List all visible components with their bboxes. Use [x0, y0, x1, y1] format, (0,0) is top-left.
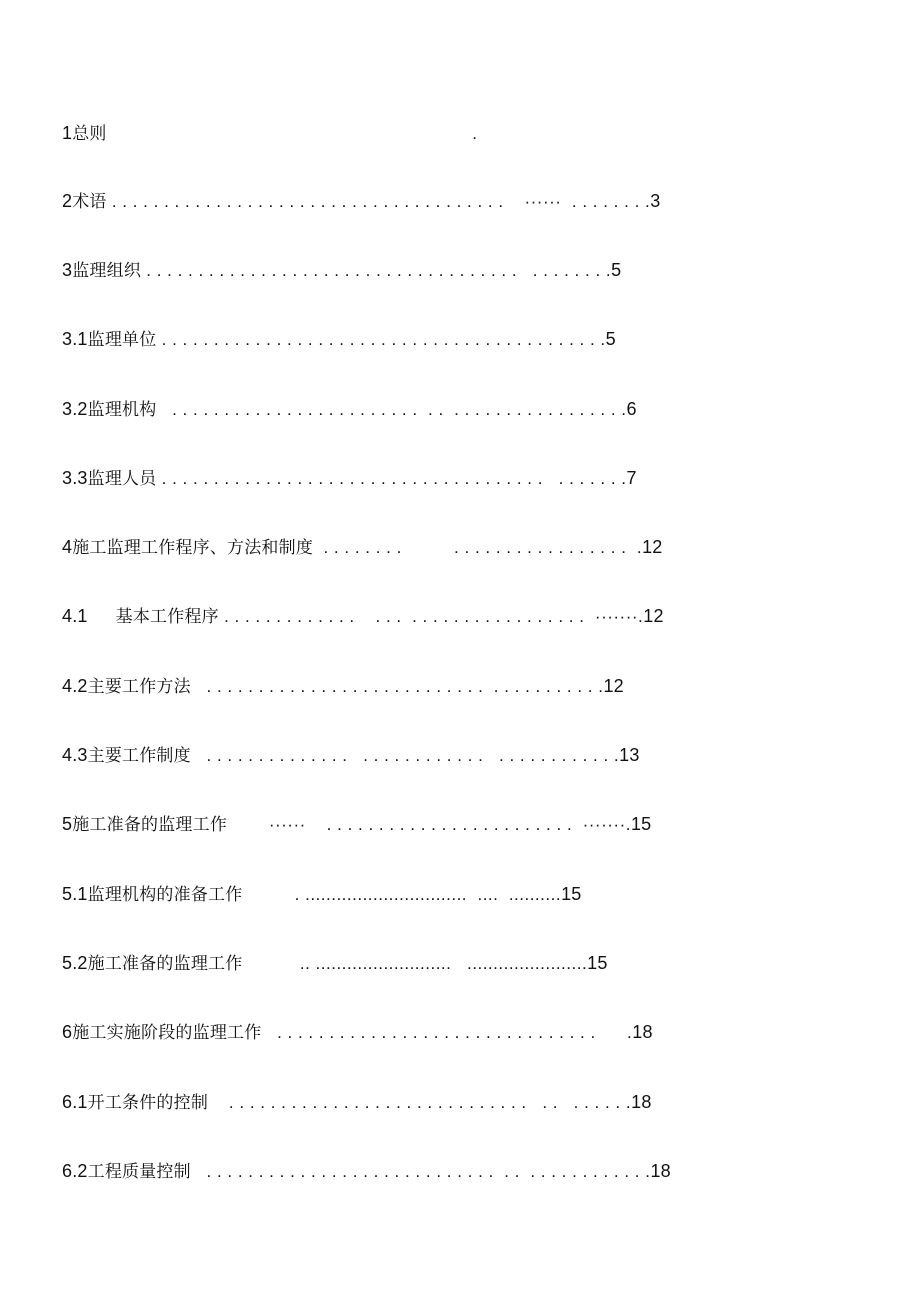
- toc-number: 6.1: [62, 1092, 88, 1112]
- toc-leader: . . . . . . . . . . . . . . . . . . . . . . . . . . . . . . . . . . . . . .: [190, 677, 604, 696]
- toc-leader: . . . . . . . . . . . . . . . . . . . . . . . . . . . . . . . . . . . . . . . . . . .: [156, 400, 627, 419]
- toc-title: 开工条件的控制: [87, 1093, 209, 1113]
- toc-leader: . . . . . . . . . . . . . . . . . . . . . . . . . . . . . . . .: [261, 1023, 633, 1042]
- toc-number: 1: [62, 123, 73, 143]
- toc-title: 施工实施阶段的监理工作: [72, 1023, 262, 1043]
- toc-leader: . . . . . . . . . . . . . . . . . . . . . . . . . . . . . . . . . . . . . .: [190, 746, 620, 765]
- toc-leader: .. .......................... .......................: [242, 954, 588, 973]
- toc-leader: ······ . . . . . . . . . . . . . . . . . . . . . . . . ·······.: [227, 815, 631, 834]
- toc-leader: . . . . . . . . . . . . . . . . . . . . . . . . . . . . . . . . . . . . .: [208, 1093, 632, 1112]
- toc-title: 监理机构的准备工作: [87, 885, 243, 905]
- toc-title: 基本工作程序: [87, 607, 219, 627]
- toc-number: 3.2: [62, 399, 88, 419]
- toc-entry: [62, 1021, 653, 1044]
- toc-number: 6.2: [62, 1161, 88, 1181]
- toc-title: 主要工作方法: [87, 677, 191, 697]
- toc-page-number: 12: [642, 537, 663, 557]
- toc-entry: [62, 398, 637, 421]
- toc-number: 4.1: [62, 606, 88, 626]
- toc-leader: . . . . . . . . . . . . . . . . . . . . . . . . . .: [313, 538, 643, 557]
- toc-number: 5.2: [62, 953, 88, 973]
- toc-page-number: 3: [650, 191, 661, 211]
- toc-number: 5: [62, 814, 73, 834]
- toc-entry: [62, 813, 651, 836]
- toc-title: 施工准备的监理工作: [87, 954, 243, 974]
- toc-title: 监理人员: [87, 469, 157, 489]
- toc-page-number: 12: [603, 676, 624, 696]
- toc-entry: [62, 605, 664, 628]
- toc-number: 2: [62, 191, 73, 211]
- toc-page-number: 5: [611, 260, 622, 280]
- toc-leader: . . . . . . . . . . . . . . . . . . . . . . . . . . . . . . . . . . . . . . . . . .: [190, 1162, 651, 1181]
- toc-entry: [62, 259, 621, 282]
- toc-page-number: 7: [626, 468, 637, 488]
- toc-number: 6: [62, 1022, 73, 1042]
- toc-entry: [62, 1091, 652, 1114]
- toc-entry: [62, 536, 663, 559]
- toc-title: 监理组织: [72, 261, 142, 281]
- toc-number: 5.1: [62, 884, 88, 904]
- toc-entry: [62, 328, 616, 351]
- toc-title: 工程质量控制: [87, 1162, 191, 1182]
- toc-leader: . . . . . . . . . . . . . . . . . . . . . . . . . . . . . . . . . . . . . . . . . . . .: [156, 469, 627, 488]
- toc-number: 4.2: [62, 676, 88, 696]
- toc-title: 施工准备的监理工作: [72, 815, 228, 835]
- toc-number: 3.1: [62, 329, 88, 349]
- toc-page-number: 18: [631, 1092, 652, 1112]
- toc-leader: . ............................... .... ..........: [242, 885, 562, 904]
- toc-leader: .: [106, 124, 478, 143]
- toc-entry: [62, 952, 608, 975]
- toc-page-number: 15: [630, 814, 652, 834]
- toc-number: 3.3: [62, 468, 88, 488]
- toc-page-number: 6: [626, 399, 637, 419]
- toc-entry: [62, 122, 477, 145]
- toc-title: 监理机构: [87, 400, 157, 420]
- toc-title: 监理单位: [87, 330, 157, 350]
- toc-page-number: 15: [561, 884, 582, 904]
- toc-leader: . . . . . . . . . . . . . . . . . . . . . . . . . . . . . . . . . . . . . . . . . . . .: [141, 261, 612, 280]
- toc-page-number: 5: [605, 329, 616, 349]
- toc-number: 3: [62, 260, 73, 280]
- toc-page-number: 18: [632, 1022, 653, 1042]
- toc-leader: . . . . . . . . . . . . . . . . . . . . . . . . . . . . . . . . . . . . . . . . . . .: [156, 330, 606, 349]
- toc-leader: . . . . . . . . . . . . . . . . . . . . . . . . . . . . . . . . . . . . . . ······ . . . . . . . .: [106, 192, 651, 211]
- toc-title: 主要工作制度: [87, 746, 191, 766]
- toc-page-number: 13: [619, 745, 640, 765]
- toc-entry: [62, 190, 660, 213]
- toc-title: 术语: [72, 192, 107, 212]
- toc-leader: . . . . . . . . . . . . . . . . . . . . . . . . . . . . . . . . . ·······.: [218, 607, 644, 626]
- toc-page-number: 15: [587, 953, 608, 973]
- toc-number: 4: [62, 537, 73, 557]
- toc-page-number: 18: [650, 1161, 671, 1181]
- toc-entry: [62, 744, 640, 767]
- toc-title: 总则: [72, 124, 107, 144]
- toc-entry: [62, 883, 581, 906]
- toc-page-number: 12: [643, 606, 664, 626]
- toc-number: 4.3: [62, 745, 88, 765]
- toc-entry: [62, 467, 637, 490]
- toc-entry: [62, 675, 624, 698]
- toc-title: 施工监理工作程序、方法和制度: [72, 538, 314, 558]
- toc-entry: [62, 1160, 671, 1183]
